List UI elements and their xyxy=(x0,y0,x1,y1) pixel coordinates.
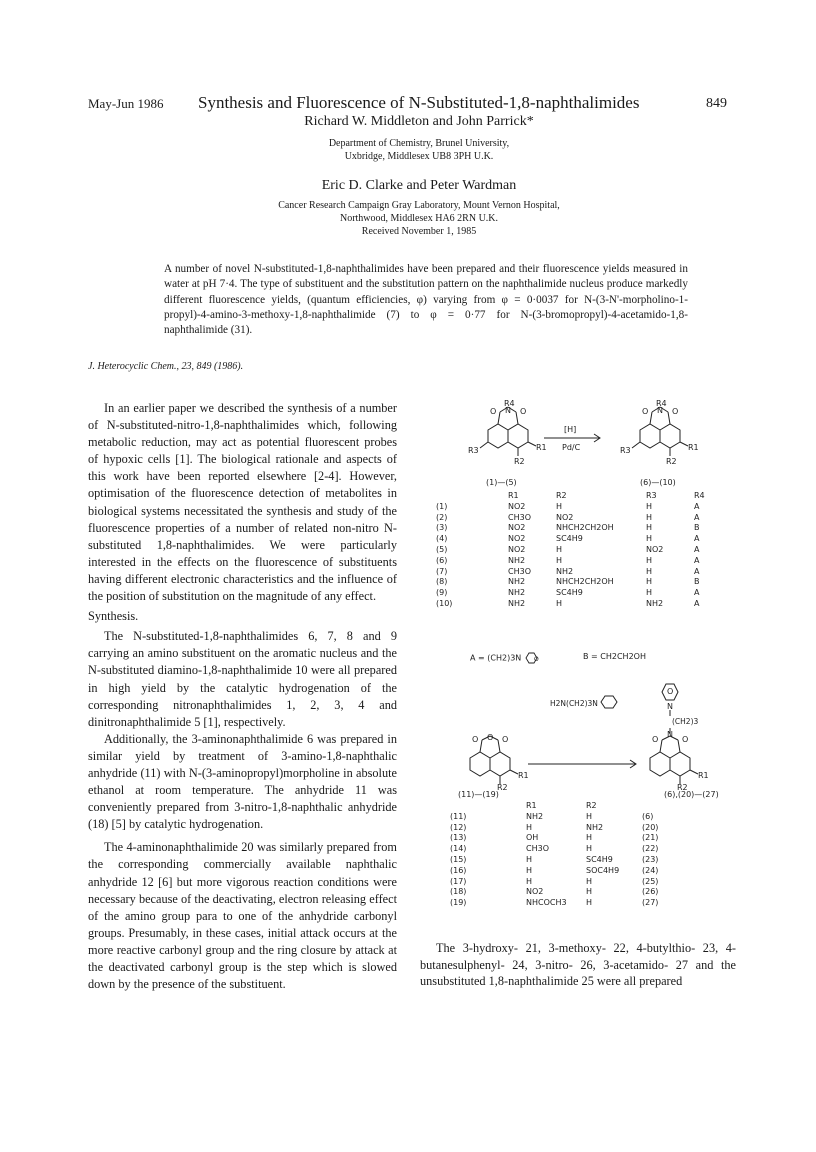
svg-text:R2: R2 xyxy=(514,457,525,466)
table-row xyxy=(436,599,714,610)
cell: NH2 xyxy=(586,822,604,832)
cell: H xyxy=(646,534,653,544)
cell: H xyxy=(646,512,653,522)
table-row xyxy=(436,588,714,599)
table-row xyxy=(450,877,672,888)
cell: CH3O xyxy=(508,512,531,522)
table-row xyxy=(450,812,672,823)
table-row xyxy=(436,502,714,513)
cell: H xyxy=(526,876,533,886)
cell: (6) xyxy=(642,811,654,821)
cell: (11) xyxy=(450,811,467,821)
cell: NO2 xyxy=(646,544,664,554)
cell: NH2 xyxy=(508,598,526,608)
body-right-column xyxy=(420,940,736,990)
svg-text:R2: R2 xyxy=(497,783,508,792)
cell: H xyxy=(646,501,653,511)
cell: (3) xyxy=(436,523,448,533)
cell: A xyxy=(694,598,700,608)
cell: H xyxy=(526,865,533,875)
cell: SC4H9 xyxy=(556,588,583,598)
cell: NHCOCH3 xyxy=(526,898,567,908)
cell: (17) xyxy=(450,876,467,886)
cell: CH3O xyxy=(508,566,531,576)
col-header: R3 xyxy=(646,491,657,500)
definition-a xyxy=(470,652,538,664)
scheme1-structures xyxy=(440,398,730,478)
cell: B xyxy=(694,577,700,587)
table-row xyxy=(436,556,714,567)
cell: A xyxy=(694,512,700,522)
journal-date: May-Jun 1986 xyxy=(88,96,164,111)
svg-text:O: O xyxy=(533,656,539,663)
scheme2-right-range: (6),(20)—(27) xyxy=(664,790,719,799)
cell: (2) xyxy=(436,512,448,522)
cell: (23) xyxy=(642,854,659,864)
cell: H xyxy=(586,898,593,908)
table-row xyxy=(450,887,672,898)
cell: NH2 xyxy=(508,555,526,565)
cell: (16) xyxy=(450,865,467,875)
section-heading: Synthesis. xyxy=(88,609,139,624)
cell: (14) xyxy=(450,844,467,854)
col-header: R4 xyxy=(694,491,705,500)
svg-text:R3: R3 xyxy=(620,446,631,455)
cell: (21) xyxy=(642,833,659,843)
morpholine-ring-icon xyxy=(524,652,538,664)
cell: H xyxy=(526,822,533,832)
svg-text:R1: R1 xyxy=(536,443,547,452)
table-row xyxy=(436,523,714,534)
table-row xyxy=(450,844,672,855)
cell: H xyxy=(586,844,593,854)
cell: (5) xyxy=(436,544,448,554)
cell: B xyxy=(694,523,700,533)
cell: (8) xyxy=(436,577,448,587)
scheme1-right-range: (6)—(10) xyxy=(640,478,676,487)
cell: H xyxy=(646,588,653,598)
cell: NO2 xyxy=(508,501,526,511)
cell: (12) xyxy=(450,822,467,832)
page-title: Synthesis and Fluorescence of N-Substituted-1,8-naphthalimides xyxy=(198,93,640,112)
table-row xyxy=(436,567,714,578)
table-row xyxy=(436,513,714,524)
cell: A xyxy=(694,566,700,576)
cell: H xyxy=(556,598,563,608)
abstract: A number of novel N-substituted-1,8-naphthalimides have been prepared and their fluorescence yields measured in water at pH 7·4. The type of substituent and the substitution pattern on the naphthalimide nucleus produce markedly different fluorescence yields, (quantum efficiencies, φ) varying from φ = 0·0037 for N-(3-N'-morpholino-1-propyl)-4-amino-3-methoxy-1,8-naphthalimide (7) to φ = 0·77 for N-(3-bromopropyl)-4-acetamido-1,8-naphthalimide (31). xyxy=(164,263,688,337)
svg-text:O: O xyxy=(502,735,509,744)
cell: NH2 xyxy=(556,566,574,576)
cell: SC4H9 xyxy=(586,854,613,864)
cell: H xyxy=(586,876,593,886)
cell: NO2 xyxy=(508,523,526,533)
cell: (6) xyxy=(436,555,448,565)
authors-second: Eric D. Clarke and Peter Wardman xyxy=(321,178,517,193)
cell: (9) xyxy=(436,588,448,598)
cell: (25) xyxy=(642,876,659,886)
cell: (27) xyxy=(642,898,659,908)
cell: NHCH2CH2OH xyxy=(556,577,614,587)
cell: H xyxy=(556,555,563,565)
svg-text:N: N xyxy=(667,702,673,711)
scheme2-side-chain: (CH2)3 xyxy=(672,717,699,726)
svg-text:O: O xyxy=(520,407,527,416)
cell: (13) xyxy=(450,833,467,843)
svg-text:R1: R1 xyxy=(518,771,529,780)
col-header: R2 xyxy=(586,801,597,810)
cell: H xyxy=(556,544,563,554)
cell: NH2 xyxy=(646,598,664,608)
table-row xyxy=(450,823,672,834)
scheme2-structures xyxy=(440,680,730,790)
cell: SOC4H9 xyxy=(586,865,620,875)
svg-text:O: O xyxy=(672,407,679,416)
svg-text:R4: R4 xyxy=(656,399,667,408)
paragraph: In an earlier paper we described the synthesis of a number of N-substituted-nitro-1,8-naphthalimides which, following metabolic reduction, may act as potential fluorescent probes of hypoxic cells [1]. The biological rationale and aspects of this work have been reported elsewhere [2-4]. However, optimisation of the fluorescence detection of metabolites in biological systems necessitated the synthesis and study of the fluorescence properties of a number of related non-nitro N-substituted 1,8-naphthalimides. We were particularly interested in the effects on the fluorescence of substituents having different electronic characteristics and the influence of the position of substitution on the magnitude of any effect. xyxy=(88,401,397,604)
scheme1-catalyst: Pd/C xyxy=(562,443,581,452)
cell: H xyxy=(586,833,593,843)
svg-text:R1: R1 xyxy=(688,443,699,452)
svg-text:R2: R2 xyxy=(666,457,677,466)
cell: (18) xyxy=(450,887,467,897)
cell: H xyxy=(586,811,593,821)
table-header-row xyxy=(450,801,672,812)
scheme1-left-range: (1)—(5) xyxy=(486,478,517,487)
svg-text:O: O xyxy=(487,733,494,742)
definition-a-text: A = (CH2)3N xyxy=(470,653,522,663)
table-row xyxy=(450,898,672,909)
cell: A xyxy=(694,588,700,598)
cell: NO2 xyxy=(556,512,574,522)
cell: NH2 xyxy=(526,811,544,821)
cell: H xyxy=(646,566,653,576)
cell: NO2 xyxy=(508,544,526,554)
cell: (15) xyxy=(450,854,467,864)
cell: A xyxy=(694,555,700,565)
paragraph: The 4-aminonaphthalimide 20 was similarly prepared from the corresponding commercially available naphthalic anhydride 12 [6] but more vigorous reaction conditions were necessary because of the deactivating, electron releasing effect of the amino group para to one of the anhydride carbonyl groups. Presumably, in these cases, initial attack occurs at the more reactive carbonyl group and the ring closure by attack at the deactivated carbonyl group is the step which is slowed down by the presence of the substituent. xyxy=(88,840,397,992)
svg-text:N: N xyxy=(657,406,663,415)
svg-text:O: O xyxy=(642,407,649,416)
table-row xyxy=(450,866,672,877)
cell: (1) xyxy=(436,501,448,511)
page-number: 849 xyxy=(706,96,727,111)
received-date: Received November 1, 1985 xyxy=(361,226,477,237)
cell: A xyxy=(694,501,700,511)
paragraph: The N-substituted-1,8-naphthalimides 6, 7, 8 and 9 carrying an amino substituent on the aromatic nucleus and the N-substituted diamino-1,8-naphthalimide 10 were all prepared in high yield by the catalytic hydrogenation of the corresponding nitronaphthalimides 1, 2, 3, 4 and dinitronaphthalimide 5 [1], respectively. xyxy=(88,629,397,729)
cell: (26) xyxy=(642,887,659,897)
svg-text:O: O xyxy=(682,735,689,744)
cell: (7) xyxy=(436,566,448,576)
cell: NH2 xyxy=(508,588,526,598)
paragraph: The 3-hydroxy- 21, 3-methoxy- 22, 4-butylthio- 23, 4-butanesulphenyl- 24, 3-nitro- 26, 3-acetamido- 27 and the unsubstituted 1,8-naphthalimide 25 were all prepared xyxy=(420,941,736,988)
affiliation-line: Department of Chemistry, Brunel University, xyxy=(328,138,510,149)
cell: CH3O xyxy=(526,844,549,854)
cell: (24) xyxy=(642,865,659,875)
authors-first: Richard W. Middleton and John Parrick* xyxy=(304,114,534,129)
citation-text: J. Heterocyclic Chem., 23, 849 (1986). xyxy=(88,361,244,372)
cell: (22) xyxy=(642,844,659,854)
cell: (10) xyxy=(436,598,453,608)
col-header: R1 xyxy=(508,491,519,500)
svg-text:O: O xyxy=(652,735,659,744)
table-row xyxy=(436,534,714,545)
cell: H xyxy=(646,555,653,565)
scheme2-left-range: (11)—(19) xyxy=(458,790,499,799)
svg-text:N: N xyxy=(667,730,673,739)
svg-text:R4: R4 xyxy=(504,399,515,408)
affiliation-line: Cancer Research Campaign Gray Laboratory, Mount Vernon Hospital, xyxy=(278,200,560,211)
col-header: R1 xyxy=(526,801,537,810)
cell: A xyxy=(694,534,700,544)
cell: NO2 xyxy=(508,534,526,544)
svg-text:O: O xyxy=(667,687,674,696)
cell: NO2 xyxy=(526,887,544,897)
table-row xyxy=(450,833,672,844)
svg-text:R2: R2 xyxy=(677,783,688,792)
affiliation-line: Uxbridge, Middlesex UB8 3PH U.K. xyxy=(344,151,494,162)
scheme2-reagent: H2N(CH2)3N xyxy=(550,699,598,708)
body-left-column xyxy=(88,400,397,993)
svg-text:O: O xyxy=(472,735,479,744)
cell: A xyxy=(694,544,700,554)
cell: H xyxy=(646,577,653,587)
svg-text:R3: R3 xyxy=(468,446,479,455)
cell: H xyxy=(646,523,653,533)
scheme1-table xyxy=(436,491,714,610)
table-row xyxy=(450,855,672,866)
cell: SC4H9 xyxy=(556,534,583,544)
paragraph: Additionally, the 3-aminonaphthalimide 6 was prepared in similar yield by treatment of 3-amino-1,8-naphthalic anhydride (11) with N-(3-aminopropyl)morpholine in absolute ethanol at room temperature. The anhydride 11 was conveniently prepared from 3-nitro-1,8-naphthalic anhydride (18) [5] by catalytic hydrogenation. xyxy=(88,731,397,832)
cell: (19) xyxy=(450,898,467,908)
cell: NHCH2CH2OH xyxy=(556,523,614,533)
cell: H xyxy=(526,854,533,864)
table-row xyxy=(436,577,714,588)
cell: (4) xyxy=(436,534,448,544)
scheme1-reagent: [H] xyxy=(564,425,577,434)
scheme2-table xyxy=(450,801,672,909)
table-header-row xyxy=(436,491,714,502)
affiliation-line: Northwood, Middlesex HA6 2RN U.K. xyxy=(339,213,499,224)
cell: H xyxy=(586,887,593,897)
citation xyxy=(88,361,243,372)
cell: NH2 xyxy=(508,577,526,587)
cell: OH xyxy=(526,833,539,843)
col-header: R2 xyxy=(556,491,567,500)
svg-text:N: N xyxy=(505,406,511,415)
definition-b: B = CH2CH2OH xyxy=(583,652,646,661)
svg-text:R1: R1 xyxy=(698,771,709,780)
table-row xyxy=(436,545,714,556)
svg-text:O: O xyxy=(490,407,497,416)
cell: (20) xyxy=(642,822,659,832)
cell: H xyxy=(556,501,563,511)
